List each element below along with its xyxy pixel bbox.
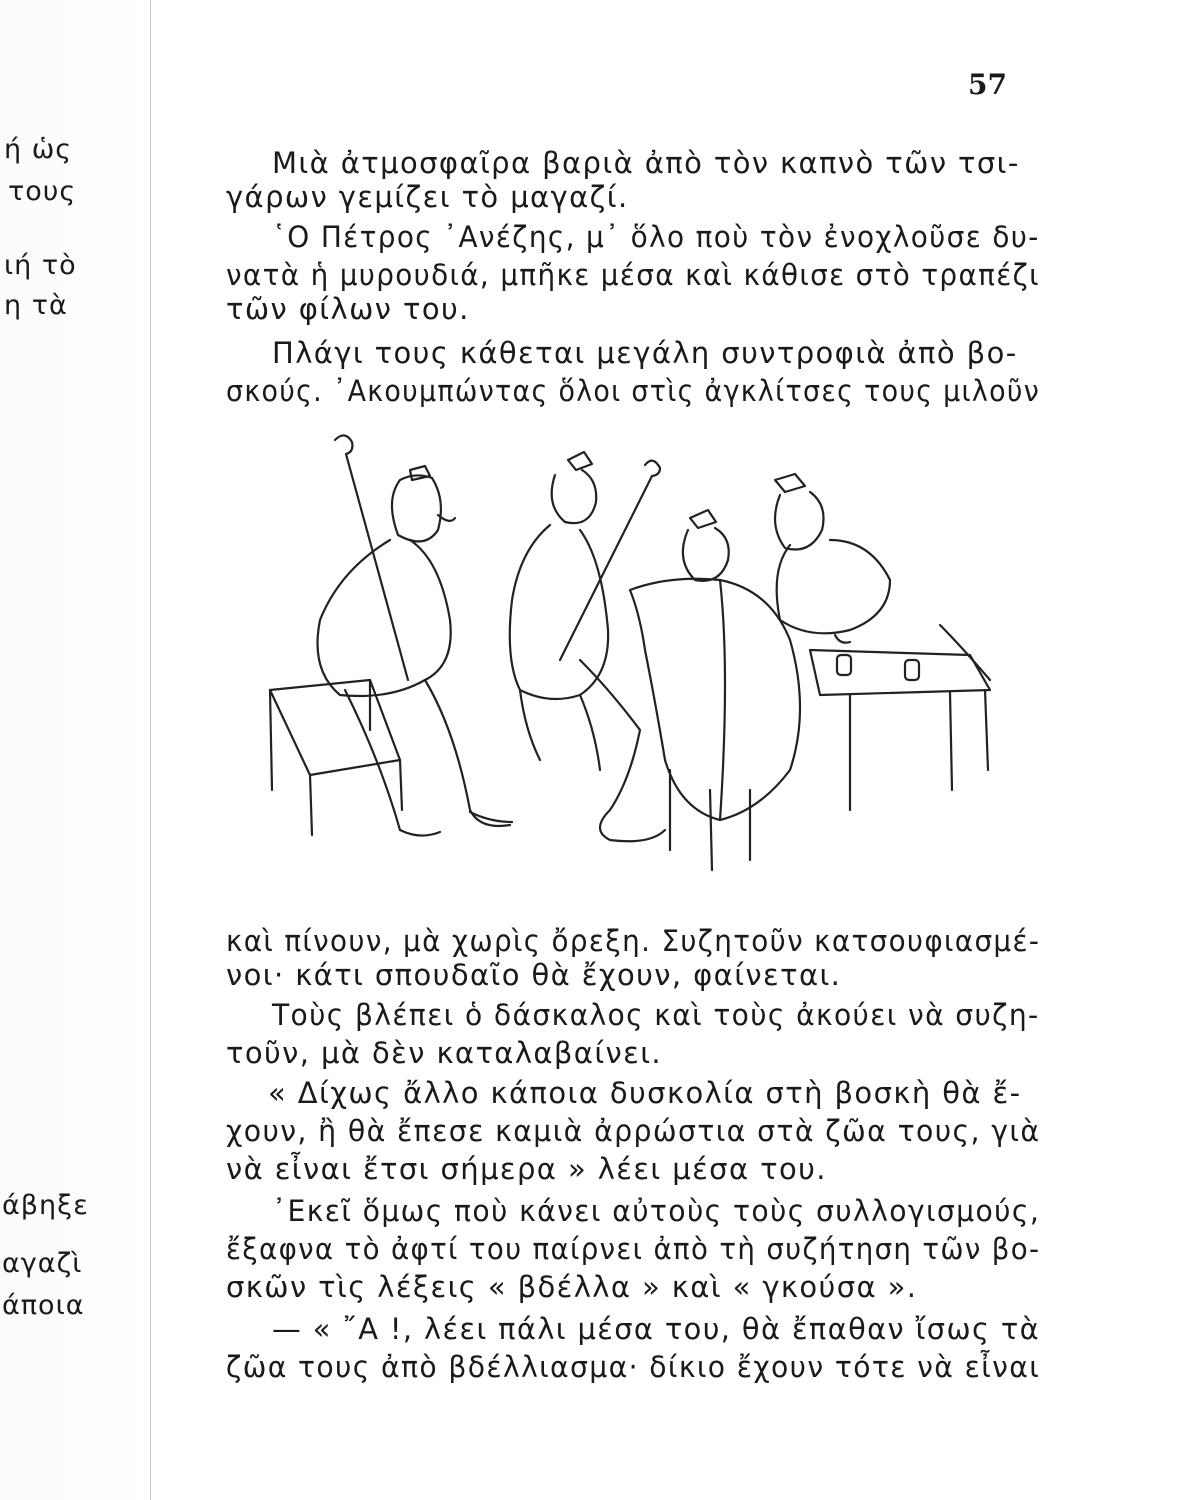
body-text-line: Τοὺς βλέπει ὁ δάσκαλος καὶ τοὺς ἀκούει νὰ συζη-: [272, 998, 1040, 1032]
body-text-line: « Δίχως ἄλλο κάποια δυσκολία στὴ βοσκὴ θὰ ἔ-: [268, 1076, 1022, 1110]
shepherds-illustration: [250, 430, 1010, 900]
gutter-text-line: άποια: [2, 1290, 85, 1321]
body-text-line: χουν, ἢ θὰ ἔπεσε καμιὰ ἀρρώστια στὰ ζῶα τους, γιὰ: [226, 1114, 1041, 1148]
body-text-line: Μιὰ ἀτμοσφαῖρα βαριὰ ἀπὸ τὸν καπνὸ τῶν τσι-: [272, 146, 1020, 180]
body-text-line: νοι· κάτι σπουδαῖο θὰ ἔχουν, φαίνεται.: [226, 958, 842, 992]
shepherd-staff-left: [335, 435, 408, 680]
cup-left: [837, 655, 851, 675]
shepherd-staff-middle: [560, 461, 660, 660]
body-text-line: καὶ πίνουν, μὰ χωρὶς ὄρεξη. Συζητοῦν κατσουφιασμέ-: [226, 924, 1041, 958]
body-text-line: σκούς. ᾿Ακουμπώντας ὅλοι στὶς ἀγκλίτσες τους μιλοῦν: [226, 374, 1041, 408]
gutter-text-line: άβηξε: [2, 1190, 89, 1221]
gutter-text-line: ιή τὸ: [4, 250, 77, 281]
page-number: 57: [968, 68, 1007, 101]
body-text-line: ῾Ο Πέτρος ᾿Ανέζης, μ᾿ ὅλο ποὺ τὸν ἐνοχλοῦσε δυ-: [272, 220, 1040, 254]
standing-shepherd-coat: [690, 510, 716, 528]
gutter-text-line: τους: [8, 176, 77, 207]
body-text-line: — « ῎Α !, λέει πάλι μέσα του, θὰ ἔπαθαν ἴσως τὰ: [272, 1312, 1041, 1346]
seated-shepherd-middle: [568, 452, 592, 470]
gutter-text-line: αγαζὶ: [2, 1248, 83, 1279]
body-text-line: τοῦν, μὰ δὲν καταλαβαίνει.: [226, 1036, 663, 1070]
shepherds-at-table-drawing: [250, 430, 1010, 900]
body-text-line: τῶν φίλων του.: [226, 292, 470, 326]
body-text-line: ἔξαφνα τὸ ἀφτί του παίρνει ἀπὸ τὴ συζήτηση τῶν βο-: [226, 1232, 1041, 1266]
body-text-line: Πλάγι τους κάθεται μεγάλη συντροφιὰ ἀπὸ βο-: [272, 336, 1018, 370]
gutter-text-line: η τὰ: [4, 290, 68, 321]
body-text-line: γάρων γεμίζει τὸ μαγαζί.: [226, 180, 629, 214]
body-text-line: σκῶν τὶς λέξεις « βδέλλα » καὶ « γκούσα ».: [226, 1270, 918, 1304]
gutter-text-line: ή ὡς: [4, 134, 73, 165]
seated-shepherd-left: [410, 466, 430, 480]
body-text-line: νατὰ ἡ μυρουδιά, μπῆκε μέσα καὶ κάθισε στὸ τραπέζι: [226, 258, 1040, 292]
body-text-line: ζῶα τους ἀπὸ βδέλλιασμα· δίκιο ἔχουν τότε νὰ εἶναι: [226, 1350, 1041, 1384]
cup-right: [905, 660, 919, 680]
seated-shepherd-right: [775, 474, 805, 492]
body-text-line: νὰ εἶναι ἔτσι σήμερα » λέει μέσα του.: [226, 1152, 827, 1186]
body-text-line: ᾿Εκεῖ ὅμως ποὺ κάνει αὐτοὺς τοὺς συλλογισμούς,: [272, 1194, 1041, 1228]
